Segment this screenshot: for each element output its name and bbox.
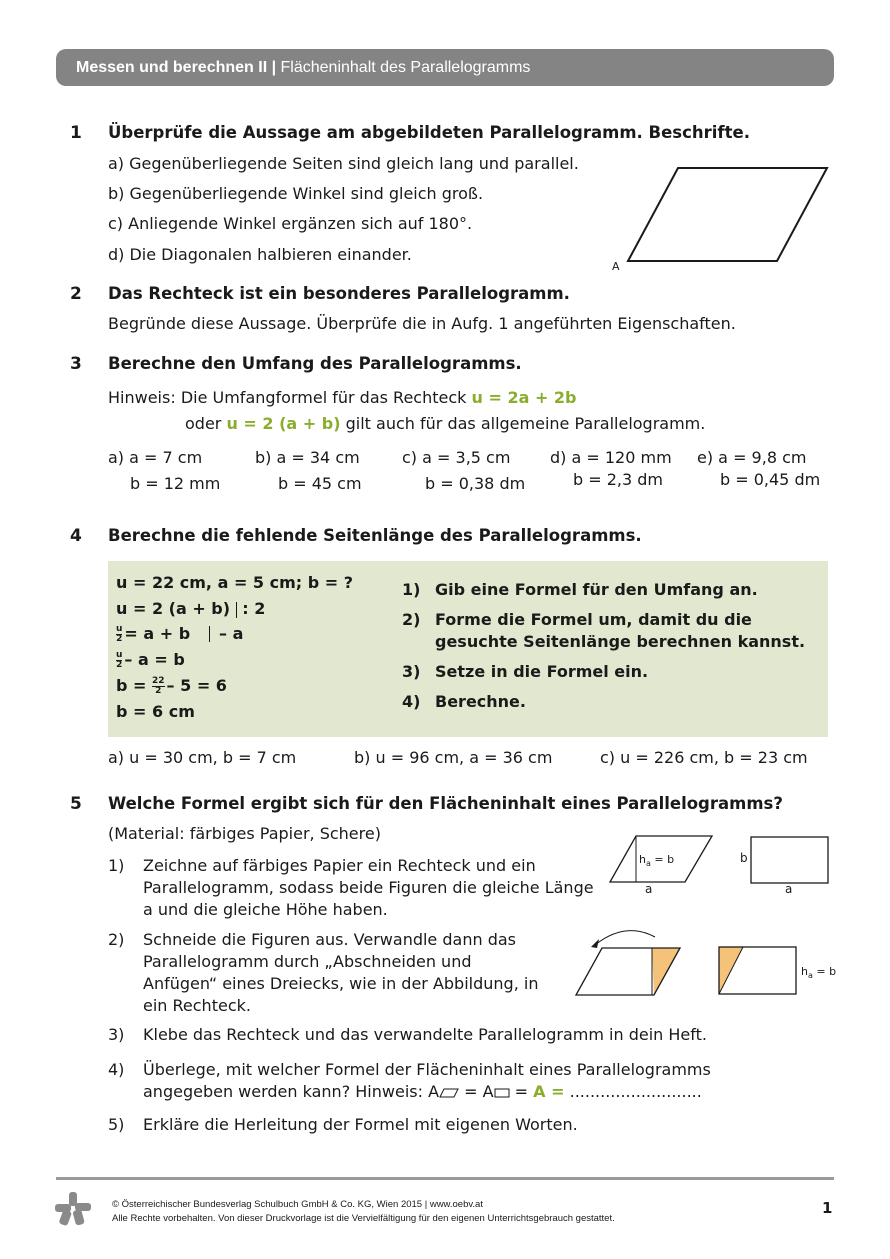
vertex-label-a: A bbox=[612, 260, 620, 273]
task3-ex-a-b: b = 12 mm bbox=[130, 474, 221, 493]
fig1-ha-label: $h_a = b$ bbox=[639, 853, 675, 869]
t5-step4-line2: angegeben werden kann? Hinweis: A = A = A = .......................... bbox=[143, 1082, 702, 1101]
example-line6: b = 6 cm bbox=[116, 702, 195, 721]
task3-title: Berechne den Umfang des Parallelogramms. bbox=[108, 354, 522, 373]
page-header bbox=[56, 49, 834, 86]
t5-step4-number: 4) bbox=[108, 1060, 125, 1079]
step2-text: Forme die Formel um, damit du die bbox=[435, 610, 752, 629]
arrow-head-icon bbox=[591, 939, 599, 948]
task3-ex-c-b: b = 0,38 dm bbox=[425, 474, 526, 493]
task3-ex-d: d) a = 120 mm bbox=[550, 448, 672, 467]
task1-item-b: b) Gegenüberliegende Winkel sind gleich groß. bbox=[108, 184, 484, 203]
cut-parallelogram-figure bbox=[575, 925, 685, 1000]
task3-ex-c: c) a = 3,5 cm bbox=[402, 448, 511, 467]
step4-text: Berechne. bbox=[435, 692, 526, 711]
task5-material: (Material: färbiges Papier, Schere) bbox=[108, 824, 381, 843]
task5-number: 5 bbox=[70, 794, 82, 814]
task3-ex-a: a) a = 7 cm bbox=[108, 448, 203, 467]
formula-parallelogram: u = 2 (a + b) bbox=[226, 414, 341, 433]
hint-text1: Die Umfangformel für das Rechteck bbox=[180, 388, 467, 407]
fig1-a-label: a bbox=[645, 882, 653, 896]
task1-title: Überprüfe die Aussage am abgebildeten Parallelogramm. Beschrifte. bbox=[108, 123, 750, 142]
task3-ex-d-b: b = 2,3 dm bbox=[573, 470, 664, 489]
operation-bar bbox=[209, 626, 210, 642]
t5-step2-line1: Schneide die Figuren aus. Verwandle dann das bbox=[143, 930, 516, 949]
task4-ex-b: b) u = 96 cm, a = 36 cm bbox=[354, 748, 553, 767]
header-topic: Messen und berechnen II bbox=[76, 59, 268, 76]
step1-text: Gib eine Formel für den Umfang an. bbox=[435, 580, 758, 599]
example-line5: b = $\frac{22}{2}$ – 5 = 6 bbox=[116, 676, 227, 696]
parallelogram-figure bbox=[620, 160, 835, 270]
example-line3: $\frac{u}{2}$ = a + b bbox=[116, 624, 191, 644]
t5-step2-number: 2) bbox=[108, 930, 125, 949]
t5-step3-line1: Klebe das Rechteck und das verwandelte Parallelogramm in dein Heft. bbox=[143, 1025, 707, 1044]
footer-divider bbox=[56, 1177, 834, 1180]
task1-item-a: a) Gegenüberliegende Seiten sind gleich lang und parallel. bbox=[108, 154, 579, 173]
task2-number: 2 bbox=[70, 284, 82, 304]
rectangle-symbol-icon bbox=[494, 1088, 510, 1098]
footer-rights: Alle Rechte vorbehalten. Von dieser Druckvorlage ist die Vervielfältigung für den eigenen Unterrichtsgebrauch gestattet. bbox=[112, 1213, 615, 1224]
task2-title: Das Rechteck ist ein besonderes Parallelogramm. bbox=[108, 284, 570, 303]
hint-text2: gilt auch für das allgemeine Parallelogramm. bbox=[345, 414, 706, 433]
step3-text: Setze in die Formel ein. bbox=[435, 662, 649, 681]
t5-step5-line1: Erkläre die Herleitung der Formel mit eigenen Worten. bbox=[143, 1115, 578, 1134]
task2-text: Begründe diese Aussage. Überprüfe die in Aufg. 1 angeführten Eigenschaften. bbox=[108, 314, 736, 333]
header-subtitle: Flächeninhalt des Parallelogramms bbox=[280, 59, 531, 76]
step3-number: 3) bbox=[402, 662, 421, 681]
fig2-b-label: b bbox=[740, 851, 748, 865]
task3-number: 3 bbox=[70, 354, 82, 374]
task3-ex-e-b: b = 0,45 dm bbox=[720, 470, 821, 489]
task5-title: Welche Formel ergibt sich für den Flächeninhalt eines Parallelogramms? bbox=[108, 794, 783, 813]
example-line3-op: – a bbox=[219, 624, 244, 643]
t5-step1-number: 1) bbox=[108, 856, 125, 875]
header-separator: | bbox=[267, 59, 281, 76]
task4-ex-c: c) u = 226 cm, b = 23 cm bbox=[600, 748, 808, 767]
t5-step1-line3: a und die gleiche Höhe haben. bbox=[143, 900, 388, 919]
task3-hint-line2 bbox=[185, 414, 705, 433]
publisher-logo-icon bbox=[55, 1192, 91, 1226]
task3-ex-e: e) a = 9,8 cm bbox=[697, 448, 807, 467]
task3-ex-b-b: b = 45 cm bbox=[278, 474, 362, 493]
fig2-a-label: a bbox=[785, 882, 793, 896]
t5-step2-line2: Parallelogramm durch „Abschneiden und bbox=[143, 952, 472, 971]
hint-or: oder bbox=[185, 414, 222, 433]
fig4-ha-label: $h_a = b$ bbox=[801, 965, 837, 981]
task4-ex-a: a) u = 30 cm, b = 7 cm bbox=[108, 748, 297, 767]
example-line2: u = 2 (a + b) : 2 bbox=[116, 599, 266, 618]
task4-title: Berechne die fehlende Seitenlänge des Parallelogramms. bbox=[108, 526, 642, 545]
t5-step1-line1: Zeichne auf färbiges Papier ein Rechteck und ein bbox=[143, 856, 536, 875]
footer-copyright: © Österreichischer Bundesverlag Schulbuch GmbH & Co. KG, Wien 2015 | www.oebv.at bbox=[112, 1199, 483, 1210]
formula-rectangle: u = 2a + 2b bbox=[471, 388, 577, 407]
task4-number: 4 bbox=[70, 526, 82, 546]
parallelogram-symbol-icon bbox=[439, 1088, 459, 1098]
t5-step5-number: 5) bbox=[108, 1115, 125, 1134]
t5-step1-line2: Parallelogramm, sodass beide Figuren die gleiche Länge bbox=[143, 878, 594, 897]
rectangle-figure bbox=[750, 836, 830, 884]
t5-step3-number: 3) bbox=[108, 1025, 125, 1044]
example-line1: u = 22 cm, a = 5 cm; b = ? bbox=[116, 573, 354, 592]
transformed-rectangle-figure bbox=[718, 946, 798, 996]
task3-hint-line1 bbox=[108, 388, 577, 407]
task1-item-c: c) Anliegende Winkel ergänzen sich auf 180°. bbox=[108, 214, 473, 233]
task1-item-d: d) Die Diagonalen halbieren einander. bbox=[108, 245, 412, 264]
t5-step2-line4: ein Rechteck. bbox=[143, 996, 251, 1015]
example-line4: $\frac{u}{2}$ – a = b bbox=[116, 650, 185, 670]
page-number: 1 bbox=[822, 1199, 833, 1217]
step1-number: 1) bbox=[402, 580, 421, 599]
step4-number: 4) bbox=[402, 692, 421, 711]
step2-text2: gesuchte Seitenlänge berechnen kannst. bbox=[435, 632, 806, 651]
task1-number: 1 bbox=[70, 123, 82, 143]
t5-step4-line1: Überlege, mit welcher Formel der Flächeninhalt eines Parallelogramms bbox=[143, 1060, 711, 1079]
step2-number: 2) bbox=[402, 610, 421, 629]
task3-ex-b: b) a = 34 cm bbox=[255, 448, 360, 467]
hint-label: Hinweis: bbox=[108, 388, 176, 407]
t5-step2-line3: Anfügen“ eines Dreiecks, wie in der Abbildung, in bbox=[143, 974, 539, 993]
